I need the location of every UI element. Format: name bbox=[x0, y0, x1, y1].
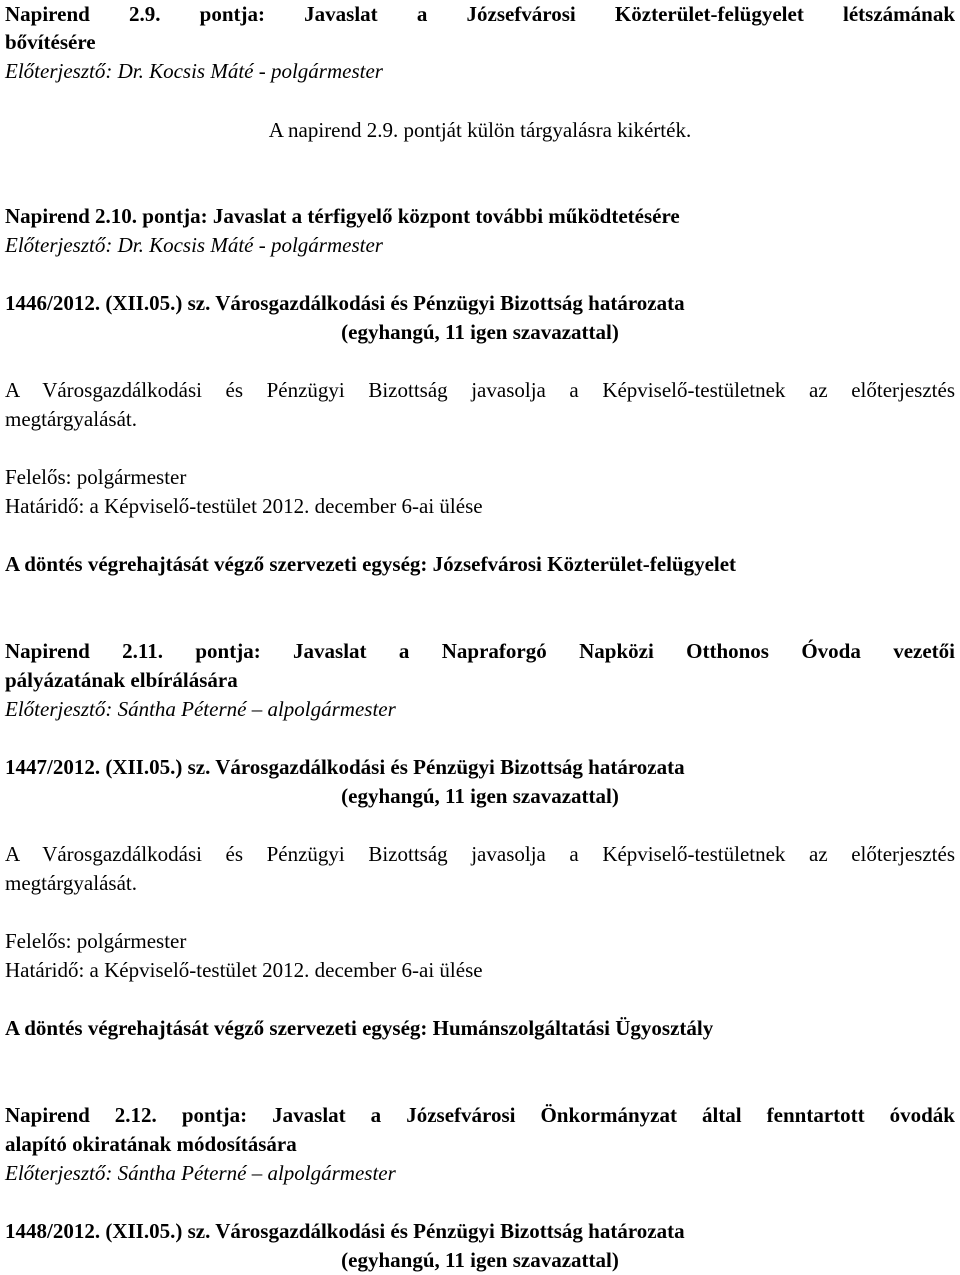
deadline-line: Határidő: a Képviselő-testület 2012. december 6-ai ülése bbox=[5, 494, 483, 518]
resolution-title: 1448/2012. (XII.05.) sz. Városgazdálkodási és Pénzügyi Bizottság határozata bbox=[5, 1219, 685, 1243]
agenda-heading: Napirend 2.9. pontja: Javaslat a Józsefvárosi Közterület-felügyelet létszámának bbox=[5, 2, 955, 26]
resolution-body-continuation: megtárgyalását. bbox=[5, 407, 137, 431]
presenter-line: Előterjesztő: Dr. Kocsis Máté - polgármester bbox=[5, 59, 383, 83]
presenter-line: Előterjesztő: Sántha Péterné – alpolgármester bbox=[5, 1161, 396, 1185]
agenda-heading-continuation: alapító okiratának módosítására bbox=[5, 1132, 297, 1156]
presenter-line: Előterjesztő: Sántha Péterné – alpolgármester bbox=[5, 697, 396, 721]
vote-result: (egyhangú, 11 igen szavazattal) bbox=[341, 1248, 619, 1272]
resolution-body: A Városgazdálkodási és Pénzügyi Bizottság javasolja a Képviselő-testületnek az előterjesztés bbox=[5, 378, 955, 402]
executing-unit-line: A döntés végrehajtását végző szervezeti egység: Humánszolgáltatási Ügyosztály bbox=[5, 1016, 714, 1040]
separate-discussion-note: A napirend 2.9. pontját külön tárgyalásra kikérték. bbox=[268, 118, 692, 142]
agenda-heading: Napirend 2.11. pontja: Javaslat a Napraforgó Napközi Otthonos Óvoda vezetői bbox=[5, 639, 955, 663]
responsible-line: Felelős: polgármester bbox=[5, 929, 187, 953]
agenda-heading: Napirend 2.10. pontja: Javaslat a térfigyelő központ további működtetésére bbox=[5, 204, 680, 228]
vote-result: (egyhangú, 11 igen szavazattal) bbox=[341, 320, 619, 344]
vote-result: (egyhangú, 11 igen szavazattal) bbox=[341, 784, 619, 808]
responsible-line: Felelős: polgármester bbox=[5, 465, 187, 489]
resolution-body-continuation: megtárgyalását. bbox=[5, 871, 137, 895]
agenda-heading: Napirend 2.12. pontja: Javaslat a Józsefvárosi Önkormányzat által fenntartott óvodák bbox=[5, 1103, 955, 1127]
agenda-heading-continuation: bővítésére bbox=[5, 30, 96, 54]
executing-unit-line: A döntés végrehajtását végző szervezeti egység: Józsefvárosi Közterület-felügyelet bbox=[5, 552, 737, 576]
resolution-body: A Városgazdálkodási és Pénzügyi Bizottság javasolja a Képviselő-testületnek az előterjesztés bbox=[5, 842, 955, 866]
presenter-line: Előterjesztő: Dr. Kocsis Máté - polgármester bbox=[5, 233, 383, 257]
agenda-heading-continuation: pályázatának elbírálására bbox=[5, 668, 238, 692]
deadline-line: Határidő: a Képviselő-testület 2012. december 6-ai ülése bbox=[5, 958, 483, 982]
resolution-title: 1446/2012. (XII.05.) sz. Városgazdálkodási és Pénzügyi Bizottság határozata bbox=[5, 291, 685, 315]
resolution-title: 1447/2012. (XII.05.) sz. Városgazdálkodási és Pénzügyi Bizottság határozata bbox=[5, 755, 685, 779]
